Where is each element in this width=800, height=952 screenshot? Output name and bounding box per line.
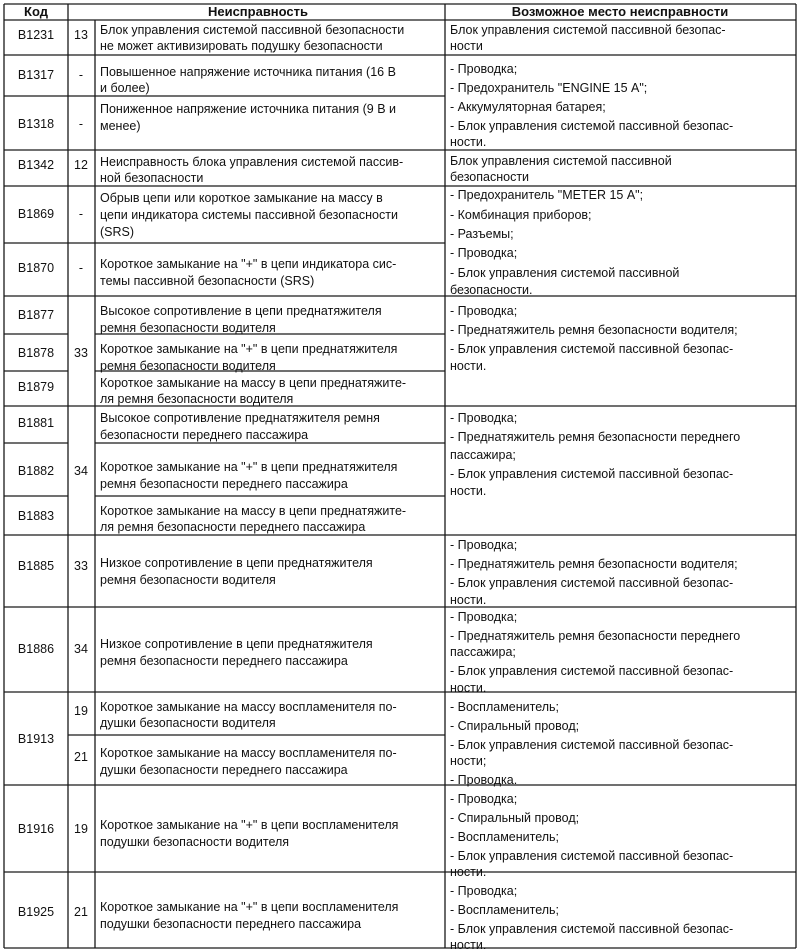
signal-number: 34 [74, 464, 88, 478]
fault-code: B1925 [17, 905, 55, 919]
fault-location-line: ности. [450, 359, 487, 373]
signal-number: - [78, 117, 84, 131]
fault-location-line: ности. [450, 681, 487, 695]
fault-description-line: Короткое замыкание на "+" в цепи индикатора сис- [100, 257, 397, 271]
fault-description-line: Короткое замыкание на "+" в цепи воспламенителя [100, 818, 399, 832]
fault-location-line: - Проводка; [450, 538, 518, 552]
fault-description-line: ремня безопасности водителя [100, 359, 276, 373]
fault-location-line: - Блок управления системой пассивной [450, 266, 680, 280]
fault-description-line: Короткое замыкание на массу воспламенителя по- [100, 700, 397, 714]
table-header [24, 4, 728, 19]
fault-location-line: ности. [450, 484, 487, 498]
fault-location-line: - Предохранитель "ENGINE 15 А"; [450, 81, 648, 95]
fault-description-line: Обрыв цепи или короткое замыкание на массу в [100, 191, 383, 205]
fault-description-line: душки безопасности водителя [100, 716, 276, 730]
fault-location-line: - Проводка; [450, 884, 518, 898]
fault-description-line: ля ремня безопасности переднего пассажира [100, 520, 366, 534]
fault-location-line: - Проводка; [450, 411, 518, 425]
fault-location-line: - Преднатяжитель ремня безопасности водителя; [450, 323, 738, 337]
fault-description-line: Неисправность блока управления системой пассив- [100, 155, 404, 169]
fault-location-line: - Проводка; [450, 246, 518, 260]
signal-number: 33 [74, 559, 88, 573]
fault-location-line: ности [450, 39, 483, 53]
fault-description-line: не может активизировать подушку безопасности [100, 39, 383, 53]
fault-location-line: ности. [450, 938, 487, 952]
fault-location-line: - Блок управления системой пассивной безопас- [450, 576, 734, 590]
fault-description-line: Короткое замыкание на массу в цепи преднатяжите- [100, 376, 407, 390]
fault-description-line: Блок управления системой пассивной безопасности [100, 23, 405, 37]
fault-description-line: Короткое замыкание на "+" в цепи преднатяжителя [100, 460, 398, 474]
fault-description-line: цепи индикатора системы пассивной безопасности [100, 208, 398, 222]
location-column [450, 23, 740, 952]
fault-location-line: - Блок управления системой пассивной безопас- [450, 849, 734, 863]
fault-code: B1881 [17, 416, 55, 430]
fault-description-line: ремня безопасности переднего пассажира [100, 654, 348, 668]
fault-location-line: - Спиральный провод; [450, 719, 580, 733]
signal-number: 21 [74, 905, 88, 919]
fault-code: B1879 [17, 380, 55, 394]
fault-description-line: Короткое замыкание на "+" в цепи воспламенителя [100, 900, 399, 914]
fault-description-line: Короткое замыкание на массу воспламенителя по- [100, 746, 397, 760]
fault-location-line: - Преднатяжитель ремня безопасности водителя; [450, 557, 738, 571]
fault-description-line: и более) [100, 81, 150, 95]
fault-description-line: подушки безопасности водителя [100, 835, 290, 849]
fault-code: B1883 [17, 509, 55, 523]
fault-code: B1882 [17, 464, 55, 478]
fault-location-line: - Воспламенитель; [450, 903, 560, 917]
fault-code: B1878 [17, 346, 55, 360]
fault-code: B1916 [17, 822, 55, 836]
fault-location-line: - Предохранитель "METER 15 А"; [450, 188, 644, 202]
fault-location-line: ности. [450, 865, 487, 879]
fault-code: B1317 [17, 68, 55, 82]
fault-description-line: (SRS) [100, 225, 135, 239]
header-location: Возможное место неисправности [511, 4, 729, 19]
signal-number: 13 [74, 28, 88, 42]
fault-description-line: ля ремня безопасности водителя [100, 392, 294, 406]
fault-location-line: - Проводка; [450, 62, 518, 76]
signal-number: - [78, 261, 84, 275]
fault-description-line: Короткое замыкание на "+" в цепи преднатяжителя [100, 342, 398, 356]
fault-description-line: безопасности переднего пассажира [100, 428, 309, 442]
fault-column [100, 23, 406, 931]
fault-description-line: ремня безопасности переднего пассажира [100, 477, 348, 491]
fault-code: B1870 [17, 261, 55, 275]
fault-code: B1231 [17, 28, 55, 42]
fault-code: B1886 [17, 642, 55, 656]
fault-code: B1318 [17, 117, 55, 131]
fault-description-line: менее) [100, 119, 141, 133]
fault-location-line: ности. [450, 593, 487, 607]
fault-location-line: - Проводка; [450, 610, 518, 624]
fault-description-line: темы пассивной безопасности (SRS) [100, 274, 315, 288]
fault-location-line: - Преднатяжитель ремня безопасности переднего [450, 430, 741, 444]
fault-code: B1877 [17, 308, 55, 322]
fault-description-line: Низкое сопротивление в цепи преднатяжителя [100, 556, 373, 570]
fault-code: B1869 [17, 207, 55, 221]
fault-description-line: Высокое сопротивление преднатяжителя ремня [100, 411, 380, 425]
fault-code: B1913 [17, 732, 55, 746]
fault-code: B1885 [17, 559, 55, 573]
fault-location-line: - Проводка. [450, 773, 518, 787]
signal-number: 34 [74, 642, 88, 656]
signal-number: 21 [74, 750, 88, 764]
fault-description-line: душки безопасности переднего пассажира [100, 763, 348, 777]
fault-location-line: пассажира; [450, 645, 516, 659]
fault-description-line: Короткое замыкание на массу в цепи преднатяжите- [100, 504, 407, 518]
header-code: Код [24, 4, 48, 19]
fault-location-line: Блок управления системой пассивной [450, 154, 672, 168]
fault-location-line: - Аккумуляторная батарея; [450, 100, 606, 114]
fault-location-line: пассажира; [450, 448, 516, 462]
fault-location-line: безопасности [450, 170, 530, 184]
fault-description-line: ремня безопасности водителя [100, 321, 276, 335]
fault-description-line: подушки безопасности переднего пассажира [100, 917, 362, 931]
signal-number: - [78, 207, 84, 221]
fault-location-line: - Блок управления системой пассивной безопас- [450, 664, 734, 678]
fault-location-line: - Воспламенитель; [450, 700, 560, 714]
signal-number: 19 [74, 822, 88, 836]
fault-location-line: - Проводка; [450, 304, 518, 318]
fault-description-line: Повышенное напряжение источника питания (16 В [100, 65, 396, 79]
fault-location-line: - Блок управления системой пассивной безопас- [450, 922, 734, 936]
signal-number: 12 [74, 158, 88, 172]
fault-location-line: ности; [450, 754, 487, 768]
fault-location-line: Блок управления системой пассивной безопас- [450, 23, 726, 37]
fault-location-line: - Блок управления системой пассивной безопас- [450, 342, 734, 356]
fault-description-line: Высокое сопротивление в цепи преднатяжителя [100, 304, 382, 318]
fault-description-line: Пониженное напряжение источника питания (9 В и [100, 102, 397, 116]
fault-description-line: ремня безопасности водителя [100, 573, 276, 587]
signal-number: 33 [74, 346, 88, 360]
fault-location-line: - Спиральный провод; [450, 811, 580, 825]
fault-location-line: - Блок управления системой пассивной безопас- [450, 467, 734, 481]
fault-location-line: - Блок управления системой пассивной безопас- [450, 119, 734, 133]
fault-location-line: ности. [450, 135, 487, 149]
signal-number: 19 [74, 704, 88, 718]
fault-description-line: Низкое сопротивление в цепи преднатяжителя [100, 637, 373, 651]
fault-location-line: - Блок управления системой пассивной безопас- [450, 738, 734, 752]
fault-description-line: ной безопасности [100, 171, 204, 185]
fault-location-line: - Воспламенитель; [450, 830, 560, 844]
fault-location-line: безопасности. [450, 283, 533, 297]
fault-location-line: - Комбинация приборов; [450, 208, 592, 222]
fault-code: B1342 [17, 158, 55, 172]
fault-location-line: - Преднатяжитель ремня безопасности переднего [450, 629, 741, 643]
fault-location-line: - Проводка; [450, 792, 518, 806]
signal-number: - [78, 68, 84, 82]
fault-location-line: - Разъемы; [450, 227, 514, 241]
header-fault: Неисправность [207, 4, 309, 19]
